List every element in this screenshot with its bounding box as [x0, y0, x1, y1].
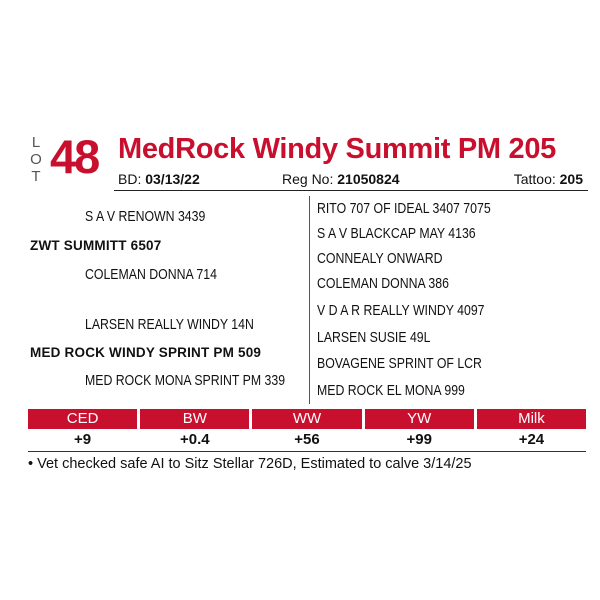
- lot-letter: L: [31, 134, 41, 151]
- tattoo-label: Tattoo:: [513, 171, 560, 187]
- epd-value-ww: +56: [294, 431, 320, 448]
- pedigree-right-item: CONNEALY ONWARD: [317, 250, 443, 267]
- pedigree-sire-sire: S A V RENOWN 3439: [85, 208, 206, 225]
- pedigree-divider: [309, 196, 310, 404]
- pedigree-dam-dam: MED ROCK MONA SPRINT PM 339: [85, 372, 286, 389]
- header-divider: [114, 190, 588, 191]
- epd-value-ced: +9: [74, 431, 92, 448]
- pedigree-dam-sire: LARSEN REALLY WINDY 14N: [85, 316, 254, 333]
- epd-table: [28, 409, 586, 452]
- birth-date-value: 03/13/22: [145, 171, 200, 187]
- epd-header-bw: BW: [140, 409, 249, 429]
- pedigree-sire-dam: COLEMAN DONNA 714: [85, 266, 217, 283]
- pedigree-right-item: MED ROCK EL MONA 999: [317, 382, 465, 399]
- registration-number: [282, 170, 400, 188]
- pedigree-dam: MED ROCK WINDY SPRINT PM 509: [30, 345, 262, 360]
- lot-label: [28, 134, 44, 185]
- animal-info-row: [118, 170, 583, 188]
- epd-value-bw: +0.4: [179, 431, 210, 448]
- animal-name: MedRock Windy Summit PM 205: [118, 133, 557, 165]
- pedigree-right-item: RITO 707 OF IDEAL 3407 7075: [317, 200, 491, 217]
- epd-value-row: [28, 429, 586, 452]
- lot-note: • Vet checked safe AI to Sitz Stellar 726D, Estimated to calve 3/14/25: [28, 456, 472, 472]
- pedigree-right-item: BOVAGENE SPRINT OF LCR: [317, 355, 482, 372]
- reg-label: Reg No:: [282, 171, 338, 187]
- pedigree-right-item: COLEMAN DONNA 386: [317, 275, 449, 292]
- pedigree-right-item: V D A R REALLY WINDY 4097: [317, 302, 485, 319]
- tattoo-value: 205: [559, 171, 583, 187]
- birth-date-label: BD:: [118, 171, 146, 187]
- epd-value-yw: +99: [406, 431, 432, 448]
- pedigree-right-item: S A V BLACKCAP MAY 4136: [317, 225, 476, 242]
- epd-header-ww: WW: [252, 409, 361, 429]
- epd-header-ced: CED: [28, 409, 137, 429]
- tattoo: [514, 170, 583, 188]
- epd-header-row: [28, 409, 586, 429]
- reg-value: 21050824: [337, 171, 400, 187]
- lot-letter: T: [31, 168, 41, 185]
- pedigree-right-item: LARSEN SUSIE 49L: [317, 329, 431, 346]
- lot-letter: O: [30, 151, 42, 168]
- epd-value-milk: +24: [518, 431, 545, 448]
- epd-header-yw: YW: [365, 409, 474, 429]
- epd-header-milk: Milk: [477, 409, 586, 429]
- birth-date: [118, 170, 200, 188]
- lot-card: [28, 132, 588, 478]
- lot-number: 48: [50, 130, 99, 183]
- pedigree-sire: ZWT SUMMITT 6507: [30, 238, 162, 253]
